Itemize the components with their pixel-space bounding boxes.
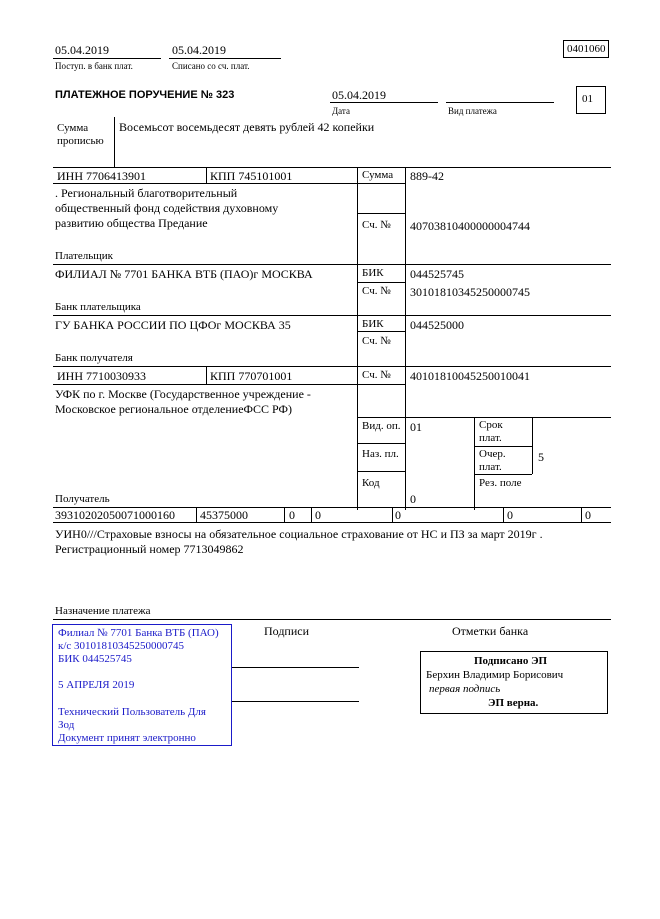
grid-line	[474, 474, 532, 475]
payee-inn: ИНН 7710030933	[57, 369, 146, 383]
date-received: 05.04.2019	[55, 43, 109, 57]
grid-line	[357, 167, 358, 510]
grid-line	[357, 384, 405, 385]
grid-line	[532, 417, 533, 474]
payee-bank-label: Банк получателя	[55, 352, 133, 364]
bank-marks-label: Отметки банка	[452, 624, 529, 638]
grid-line	[206, 167, 207, 183]
document-title: ПЛАТЕЖНОЕ ПОРУЧЕНИЕ № 323	[55, 89, 235, 101]
grid-line	[53, 522, 611, 523]
date-debited: 05.04.2019	[172, 43, 226, 57]
grid-line	[357, 471, 405, 472]
order-date-underline	[330, 102, 438, 103]
bank-stamp-user-1: Технический Пользователь Для	[58, 706, 206, 718]
amount-words-divider	[114, 117, 115, 167]
bank-stamp-user-2: Зод	[58, 719, 75, 731]
grid-line	[474, 417, 475, 510]
payer-bank-bik-label: БИК	[362, 267, 384, 279]
payer-bank-bik: 044525745	[410, 267, 464, 281]
grid-line	[53, 264, 611, 265]
payer-name-line-3: развитию общества Предание	[55, 216, 208, 230]
term-label-2: плат.	[479, 432, 502, 444]
tax-doc-number: 0	[395, 508, 401, 522]
grid-line	[311, 507, 312, 522]
signatures-label: Подписи	[264, 624, 310, 638]
payer-bank-label: Банк плательщика	[55, 301, 141, 313]
amount-label: Сумма	[362, 169, 394, 181]
tax-type: 0	[585, 508, 591, 522]
e-signature-note: первая подпись	[429, 683, 501, 695]
bank-stamp-accepted: Документ принят электронно	[58, 732, 196, 744]
e-signature-box	[420, 651, 608, 714]
purpose-line-2: Регистрационный номер 7713049862	[55, 542, 244, 556]
payment-type-label: Вид платежа	[448, 106, 497, 116]
bank-stamp-branch: Филиал № 7701 Банка ВТБ (ПАО)	[58, 627, 219, 639]
tax-doc-date: 0	[507, 508, 513, 522]
form-code: 0401060	[567, 43, 606, 55]
payer-bank-name: ФИЛИАЛ № 7701 БАНКА ВТБ (ПАО)г МОСКВА	[55, 267, 313, 281]
payee-account-label: Сч. №	[362, 369, 391, 381]
payer-kpp: КПП 745101001	[210, 169, 293, 183]
purpose-code-label: Наз. пл.	[362, 448, 399, 460]
payee-label: Получатель	[55, 493, 110, 505]
grid-line	[206, 366, 207, 384]
bank-stamp-bik: БИК 044525745	[58, 653, 132, 665]
payee-bank-bik: 044525000	[410, 318, 464, 332]
grid-line	[357, 282, 405, 283]
e-signature-signer: Берхин Владимир Борисович	[426, 669, 564, 681]
signature-line-1	[231, 667, 359, 668]
reserve-label: Рез. поле	[479, 477, 522, 489]
purpose-label: Назначение платежа	[55, 605, 151, 617]
bank-stamp-date: 5 АПРЕЛЯ 2019	[58, 679, 135, 691]
grid-line	[357, 417, 611, 418]
payment-type-underline	[446, 102, 554, 103]
date-received-underline	[53, 58, 161, 59]
payer-inn: ИНН 7706413901	[57, 169, 146, 183]
grid-line	[581, 507, 582, 522]
term-label-1: Срок	[479, 419, 503, 431]
priority-label-2: плат.	[479, 461, 502, 473]
bank-stamp	[52, 624, 232, 746]
payee-name-line-1: УФК по г. Москве (Государственное учреждение -	[55, 387, 311, 401]
grid-line	[392, 507, 393, 522]
tax-kbk: 39310202050071000160	[55, 508, 175, 522]
date-debited-label: Списано со сч. плат.	[172, 61, 250, 71]
form-code-box	[563, 40, 609, 58]
code-label: Код	[362, 477, 380, 489]
order-date: 05.04.2019	[332, 88, 386, 102]
code-value: 0	[410, 492, 416, 506]
payee-kpp: КПП 770701001	[210, 369, 293, 383]
payee-bank-corr-label: Сч. №	[362, 335, 391, 347]
payee-bank-bik-label: БИК	[362, 318, 384, 330]
op-type: 01	[410, 420, 422, 434]
grid-line	[357, 183, 405, 184]
priority-label-1: Очер.	[479, 448, 506, 460]
tax-basis: 0	[289, 508, 295, 522]
grid-line	[284, 507, 285, 522]
grid-line	[357, 331, 405, 332]
amount-words-label-2: прописью	[57, 135, 104, 147]
payer-name-line-1: . Региональный благотворительный	[55, 186, 238, 200]
e-signature-verified: ЭП верна.	[488, 697, 539, 709]
grid-line	[474, 446, 532, 447]
payee-account: 40101810045250010041	[410, 369, 530, 383]
amount-value: 889-42	[410, 169, 444, 183]
order-date-label: Дата	[332, 106, 350, 116]
grid-line	[503, 507, 504, 522]
grid-line	[53, 366, 611, 367]
payee-bank-name: ГУ БАНКА РОССИИ ПО ЦФОг МОСКВА 35	[55, 318, 291, 332]
status-code: 01	[582, 93, 593, 105]
grid-line	[196, 507, 197, 522]
tax-oktmo: 45375000	[200, 508, 248, 522]
tax-period: 0	[315, 508, 321, 522]
payer-bank-corr-label: Сч. №	[362, 285, 391, 297]
priority-value: 5	[538, 450, 544, 464]
purpose-line-1: УИН0///Страховые взносы на обязательное социальное страхование от НС и ПЗ за март 2019г .	[55, 527, 543, 541]
payer-account-label: Сч. №	[362, 219, 391, 231]
date-debited-underline	[169, 58, 281, 59]
grid-line	[53, 167, 611, 168]
grid-line	[53, 183, 357, 184]
payer-account: 40703810400000004744	[410, 219, 530, 233]
grid-line	[53, 384, 357, 385]
grid-line	[53, 315, 611, 316]
status-code-box	[576, 86, 606, 114]
grid-line	[405, 417, 406, 510]
op-type-label: Вид. оп.	[362, 420, 401, 432]
grid-line	[357, 213, 405, 214]
payer-label: Плательщик	[55, 250, 113, 262]
grid-line	[357, 443, 405, 444]
grid-line	[53, 619, 611, 620]
date-received-label: Поступ. в банк плат.	[55, 61, 133, 71]
bank-stamp-corr-account: к/с 30101810345250000745	[58, 640, 185, 652]
payee-name-line-2: Московское региональное отделениеФСС РФ)	[55, 402, 292, 416]
amount-words-text: Восемьсот восемьдесят девять рублей 42 копейки	[119, 120, 375, 134]
signature-line-2	[231, 701, 359, 702]
payer-name-line-2: общественный фонд содействия духовному	[55, 201, 279, 215]
amount-words-label-1: Сумма	[57, 122, 89, 134]
grid-line	[405, 167, 406, 417]
e-signature-title: Подписано ЭП	[474, 655, 548, 667]
payer-bank-corr-account: 30101810345250000745	[410, 285, 530, 299]
